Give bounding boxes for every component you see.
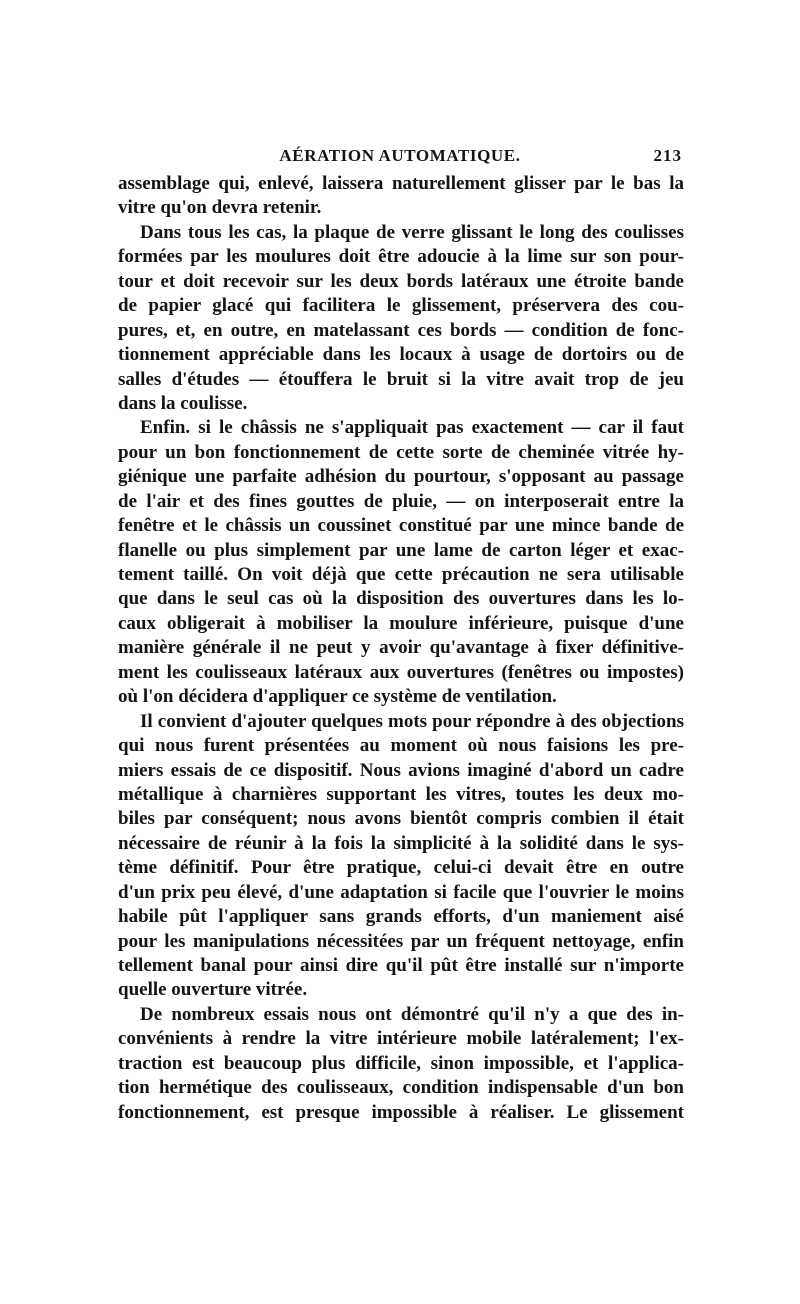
text-line: traction est beaucoup plus difficile, sinon impossible, et l'applica- bbox=[118, 1052, 684, 1074]
text-line: formées par les moulures doit être adoucie à la lime sur son pour- bbox=[118, 246, 684, 268]
text-line: tionnement appréciable dans les locaux à usage de dortoirs ou de bbox=[118, 344, 684, 366]
text-line: caux obligerait à mobiliser la moulure inférieure, puisque d'une bbox=[118, 612, 684, 634]
text-line: nécessaire de réunir à la fois la simplicité à la solidité dans le sys- bbox=[118, 832, 684, 854]
text-line: fenêtre et le châssis un coussinet constitué par une mince bande de bbox=[118, 515, 684, 537]
text-line: flanelle ou plus simplement par une lame de carton léger et exac- bbox=[118, 539, 684, 561]
text-line: miers essais de ce dispositif. Nous avions imaginé d'abord un cadre bbox=[118, 759, 684, 781]
text-line: Il convient d'ajouter quelques mots pour répondre à des objections bbox=[140, 710, 684, 732]
text-line: pour les manipulations nécessitées par un fréquent nettoyage, enfin bbox=[118, 930, 684, 952]
text-line: Dans tous les cas, la plaque de verre glissant le long des coulisses bbox=[140, 221, 684, 243]
text-line: tion hermétique des coulisseaux, condition indispensable d'un bon bbox=[118, 1077, 684, 1099]
text-line: habile pût l'appliquer sans grands efforts, d'un maniement aisé bbox=[118, 906, 684, 928]
text-line: métallique à charnières supportant les vitres, toutes les deux mo- bbox=[118, 783, 684, 805]
text-line: de l'air et des fines gouttes de pluie, — on interposerait entre la bbox=[118, 490, 684, 512]
text-line: vitre qu'on devra retenir. bbox=[118, 197, 322, 219]
text-line: tellement banal pour ainsi dire qu'il pût être installé sur n'importe bbox=[118, 955, 684, 976]
page-number: 213 bbox=[653, 146, 682, 165]
text-line: manière générale il ne peut y avoir qu'avantage à fixer définitive- bbox=[118, 637, 684, 659]
running-title: AÉRATION AUTOMATIQUE. bbox=[279, 146, 521, 165]
text-line: biles par conséquent; nous avons bientôt compris combien il était bbox=[118, 808, 684, 830]
text-line: tement taillé. On voit déjà que cette précaution ne sera utilisable bbox=[118, 564, 684, 585]
text-line: pour un bon fonctionnement de cette sorte de cheminée vitrée hy- bbox=[118, 441, 684, 463]
text-line: tème définitif. Pour être pratique, celui-ci devait être en outre bbox=[118, 857, 684, 879]
text-line: quelle ouverture vitrée. bbox=[118, 979, 308, 1001]
body-text bbox=[118, 172, 684, 1125]
text-line: Enfin. si le châssis ne s'appliquait pas exactement — car il faut bbox=[140, 417, 684, 439]
text-line: d'un prix peu élevé, d'une adaptation si facile que l'ouvrier le moins bbox=[118, 881, 684, 903]
text-line: ment les coulisseaux latéraux aux ouvertures (fenêtres ou impostes) bbox=[118, 661, 684, 683]
running-head bbox=[118, 146, 682, 168]
text-line: pures, et, en outre, en matelassant ces bords — condition de fonc- bbox=[118, 319, 684, 341]
text-line: que dans le seul cas où la disposition des ouvertures dans les lo- bbox=[118, 588, 684, 610]
text-line: giénique une parfaite adhésion du pourtour, s'opposant au passage bbox=[118, 466, 684, 488]
text-line: fonctionnement, est presque impossible à réaliser. Le glissement bbox=[118, 1101, 684, 1123]
text-line: salles d'études — étouffera le bruit si la vitre avait trop de jeu bbox=[118, 368, 684, 390]
text-line: tour et doit recevoir sur les deux bords latéraux une étroite bande bbox=[118, 270, 684, 292]
text-line: dans la coulisse. bbox=[118, 392, 248, 414]
text-line: convénients à rendre la vitre intérieure mobile latéralement; l'ex- bbox=[118, 1028, 684, 1050]
text-line: assemblage qui, enlevé, laissera naturellement glisser par le bas la bbox=[118, 173, 684, 194]
text-line: de papier glacé qui facilitera le glissement, préservera des cou- bbox=[118, 295, 684, 317]
text-line: où l'on décidera d'appliquer ce système de ventilation. bbox=[118, 686, 557, 708]
text-line: qui nous furent présentées au moment où nous faisions les pre- bbox=[118, 735, 684, 757]
text-line: De nombreux essais nous ont démontré qu'il n'y a que des in- bbox=[140, 1003, 684, 1025]
